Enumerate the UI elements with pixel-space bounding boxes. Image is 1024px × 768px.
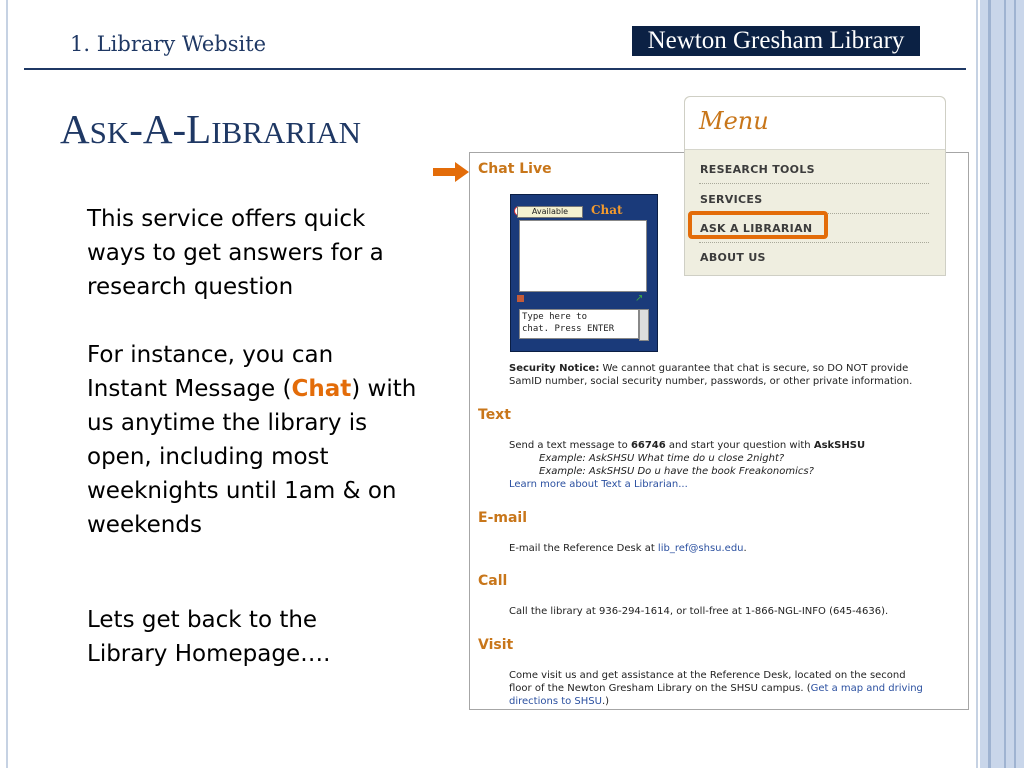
placeholder-line: chat. Press ENTER (522, 324, 615, 334)
right-border-line (1014, 0, 1016, 768)
text-line (509, 439, 865, 452)
text-line (509, 695, 923, 708)
placeholder-line: Type here to (522, 312, 588, 322)
chat-widget-label: Chat (591, 203, 623, 217)
title-part: -A- (129, 106, 187, 152)
chat-highlight: Chat (291, 376, 352, 402)
title-part: L (186, 106, 212, 152)
menu-item-ask-a-librarian[interactable]: ASK A LIBRARIAN (700, 222, 813, 235)
email-link[interactable]: lib_ref@shsu.edu (657, 543, 744, 554)
right-border-strip (980, 0, 1024, 768)
text-section (509, 439, 865, 491)
menu-item-about-us[interactable]: ABOUT US (700, 251, 766, 264)
slide-header-title: 1. Library Website (70, 32, 267, 56)
text-line: ways to get answers for a (87, 240, 384, 266)
chat-input-scrollbar[interactable] (639, 309, 649, 341)
text-line: Come visit us and get assistance at the Reference Desk, located on the second (509, 670, 906, 681)
visit-heading: Visit (478, 637, 514, 653)
text-line: Lets get back to the (87, 607, 318, 633)
text-fragment: .) (601, 696, 610, 707)
paragraph-intro (87, 202, 384, 304)
chat-transcript (519, 220, 647, 292)
paragraph-back (87, 603, 330, 671)
website-menu (684, 96, 946, 276)
example-line: Example: AskSHSU Do u have the book Freakonomics? (539, 466, 814, 477)
security-label: Security Notice: (509, 363, 600, 374)
text-fragment: E-mail the Reference Desk at (509, 543, 658, 554)
text-line: open, including most (87, 444, 329, 470)
call-heading: Call (478, 573, 508, 589)
map-link[interactable]: Get a map and driving (810, 683, 923, 694)
text-fragment: ) with (351, 376, 417, 402)
text-line (509, 682, 923, 695)
security-notice (509, 362, 912, 388)
text-line: us anytime the library is (87, 410, 368, 436)
text-line (509, 362, 912, 375)
sms-number: 66746 (630, 440, 666, 451)
text-line: research question (87, 274, 294, 300)
header-divider (24, 68, 966, 70)
chat-input[interactable] (519, 309, 639, 339)
title-part: IBRARIAN (211, 115, 362, 150)
text-fragment: We cannot guarantee that chat is secure, so DO NOT provide (599, 363, 909, 374)
paragraph-instance (87, 338, 416, 542)
menu-title: Menu (699, 107, 769, 135)
sms-keyword: AskSHSU (813, 440, 866, 451)
slide-title (60, 105, 361, 153)
text-line: weekends (87, 512, 202, 538)
library-logo: Newton Gresham Library (632, 26, 920, 56)
highlight-box (688, 211, 828, 239)
menu-item-research-tools[interactable]: RESEARCH TOOLS (700, 163, 815, 176)
text-line: For instance, you can (87, 342, 334, 368)
chat-live-heading: Chat Live (478, 161, 552, 177)
visit-section (509, 669, 923, 708)
directions-link[interactable]: directions to SHSU (509, 696, 602, 707)
chat-widget (510, 194, 658, 352)
email-section (509, 542, 747, 555)
arrow-right-icon (433, 162, 469, 182)
menu-header (685, 97, 945, 150)
text-line: SamID number, social security number, passwords, or other private information. (509, 376, 913, 387)
text-heading: Text (478, 407, 511, 423)
text-fragment: Send a text message to (509, 440, 631, 451)
call-section: Call the library at 936-294-1614, or toll-free at 1-866-NGL-INFO (645-4636). (509, 606, 889, 617)
title-part: SK (89, 115, 130, 150)
text-line (87, 372, 416, 406)
menu-divider (699, 183, 929, 184)
text-line: Library Homepage…. (87, 641, 331, 667)
example-line: Example: AskSHSU What time do u close 2night? (539, 453, 785, 464)
chat-status-badge: Available (517, 206, 583, 218)
text-fragment: and start your question with (665, 440, 814, 451)
right-border-line (1004, 0, 1006, 768)
email-heading: E-mail (478, 510, 528, 526)
title-part: A (60, 106, 90, 152)
learn-more-link[interactable]: Learn more about Text a Librarian... (509, 479, 688, 490)
speaker-icon[interactable] (517, 295, 524, 302)
text-line: weeknights until 1am & on (87, 478, 397, 504)
text-fragment: floor of the Newton Gresham Library on the SHSU campus. ( (509, 683, 811, 694)
text-line: This service offers quick (87, 206, 366, 232)
menu-item-services[interactable]: SERVICES (700, 193, 763, 206)
right-border-line (988, 0, 991, 768)
text-fragment: . (743, 543, 747, 554)
text-fragment: Instant Message ( (87, 376, 292, 402)
popout-arrow-icon[interactable]: ↗ (635, 293, 644, 304)
menu-divider (699, 242, 929, 243)
